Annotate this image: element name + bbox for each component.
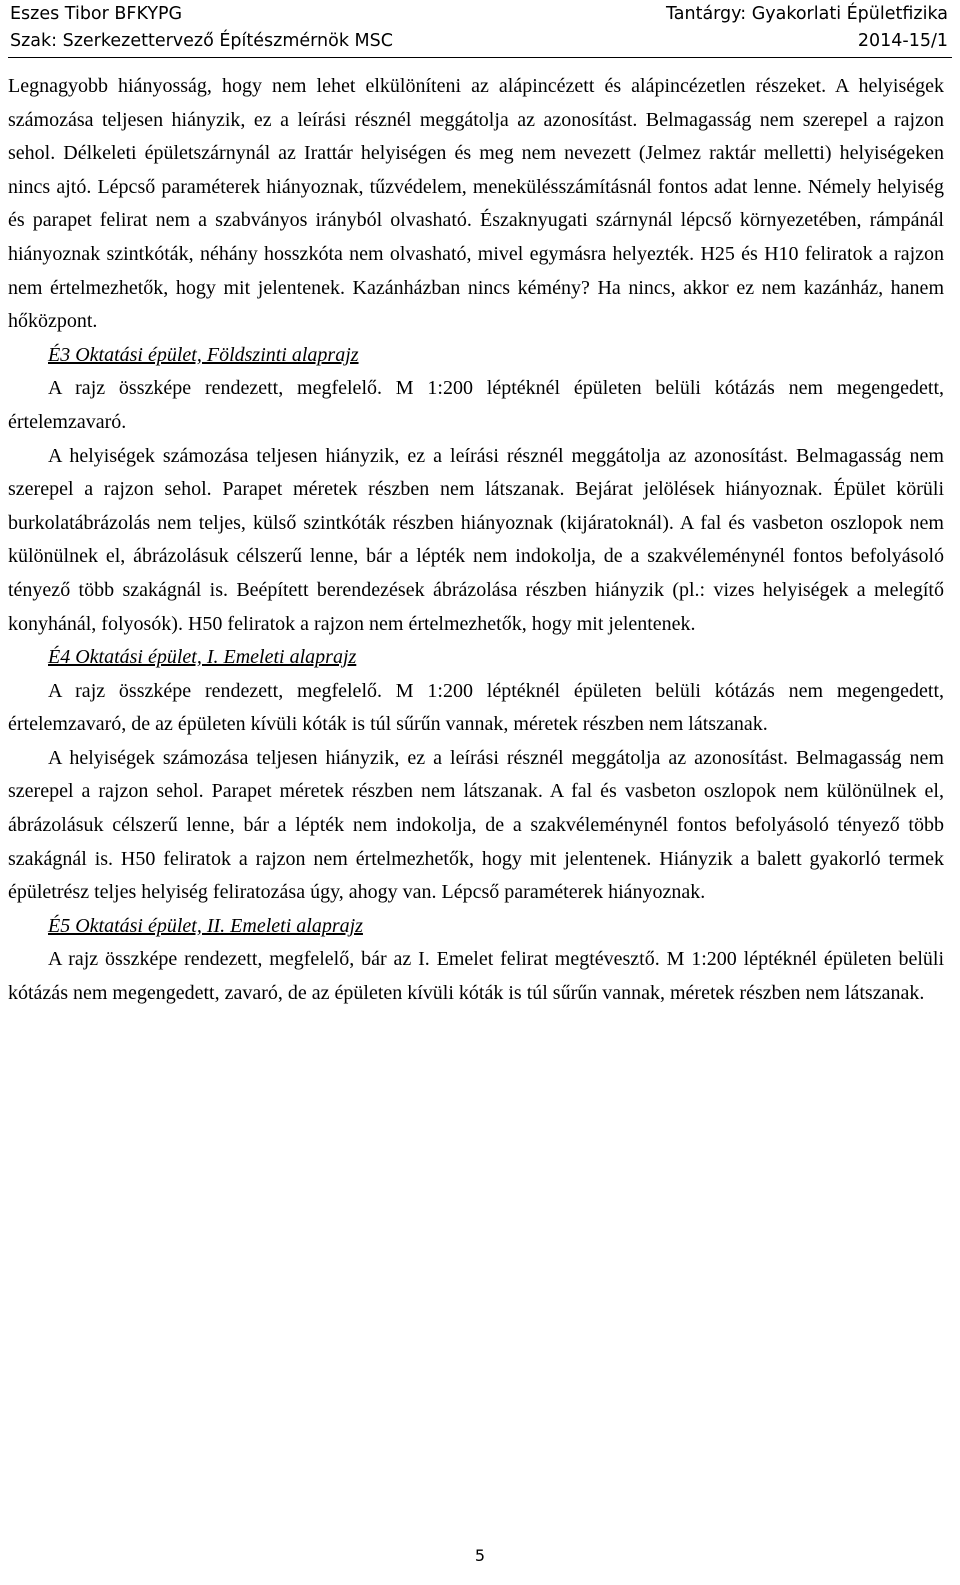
paragraph-e4-details: A helyiségek számozása teljesen hiányzik, ez a leírási résznél meggátolja az azonosítást. Belmagasság nem szerepel a rajzon sehol. Parapet méretek részben nem látszanak. A fal és vasbeton oszlopok nem különülnek el, ábrázolásuk célszerű lenne, bár a lépték nem indokolja, de a szakvéleménynél fontos befolyásoló tényező több szakágnál is. H50 feliratok a rajzon nem értelmezhetők, hogy mit jelentenek. Hiányzik a balett gyakorló termek épületrész teljes helyiség feliratozása úgy, ahogy van. Lépcső paraméterek hiányoznak. xyxy=(8,746,944,904)
header-row-bottom xyxy=(10,29,948,54)
header-row-top xyxy=(10,2,948,27)
page-number: 5 xyxy=(474,1546,486,1565)
header-author: Eszes Tibor BFKYPG xyxy=(10,4,183,24)
section-heading-e5: É5 Oktatási épület, II. Emeleti alaprajz xyxy=(48,914,363,937)
header-divider xyxy=(8,57,952,58)
paragraph-e3-overview: A rajz összképe rendezett, megfelelő. M 1:200 léptéknél épületen belüli kótázás nem megengedett, értelemzavaró. xyxy=(8,377,944,433)
paragraph-basement-notes: Legnagyobb hiányosság, hogy nem lehet elkülöníteni az alápincézett és alápincézetlen részeket. A helyiségek számozása teljesen hiányzik, ez a leírási résznél meggátolja az azonosítást. Belmagasság nem szerepel a rajzon sehol. Délkeleti épületszárnynál az Irattár helyiségen és meg nem nevezett (Jelmez raktár melletti) helyiségeken nincs ajtó. Lépcső paraméterek hiányoznak, tűzvédelem, menekülésszámításnál fontos adat lenne. Némely helyiség és parapet felirat nem a szabványos irányból olvasható. Északnyugati szárnynál lépcső környezetében, rámpánál hiányoznak szintkóták, néhány hosszkóta nem olvasható, mivel egymásra helyezték. H25 és H10 feliratok a rajzon nem értelmezhetők, hogy mit jelentenek. Kazánházban nincs kémény? Ha nincs, akkor ez nem kazánház, hanem hőközpont. xyxy=(8,75,944,333)
header-program: Szak: Szerkezettervező Építészmérnök MSC xyxy=(10,31,393,51)
header-term: 2014-15/1 xyxy=(857,31,948,51)
paragraph-e5-overview: A rajz összképe rendezett, megfelelő, bár az I. Emelet felirat megtévesztő. M 1:200 léptéknél épületen belüli kótázás nem megengedett, zavaró, de az épületen kívüli kóták is túl sűrűn vannak, méretek részben nem látszanak. xyxy=(8,948,944,1005)
paragraph-e4-overview: A rajz összképe rendezett, megfelelő. M 1:200 léptéknél épületen belüli kótázás nem megengedett, értelemzavaró, de az épületen kívüli kóták is túl sűrűn vannak, méretek részben nem látszanak. xyxy=(8,679,944,736)
header-subject: Tantárgy: Gyakorlati Épületfizika xyxy=(665,4,948,24)
document-body xyxy=(8,70,944,1011)
section-heading-e3: É3 Oktatási épület, Földszinti alaprajz xyxy=(48,343,359,366)
section-heading-e4: É4 Oktatási épület, I. Emeleti alaprajz xyxy=(48,646,357,669)
paragraph-e3-details: A helyiségek számozása teljesen hiányzik, ez a leírási résznél meggátolja az azonosítást. Belmagasság nem szerepel a rajzon sehol. Parapet méretek részben nem látszanak. Bejárat jelölések hiányoznak. Épület körüli burkolatábrázolás nem teljes, külső szintkóták részben hiányoznak (kijáratoknál). A fal és vasbeton oszlopok nem különülnek el, ábrázolásuk célszerű lenne, bár a lépték nem indokolja, de a szakvéleménynél fontos befolyásoló tényező több szakágnál is. Beépített berendezések ábrázolása részben hiányzik (pl.: vizes helyiségek a melegítő konyhánál, folyosók). H50 feliratok a rajzon nem értelmezhetők, hogy mit jelentenek. xyxy=(8,444,944,635)
page-header xyxy=(0,0,960,58)
